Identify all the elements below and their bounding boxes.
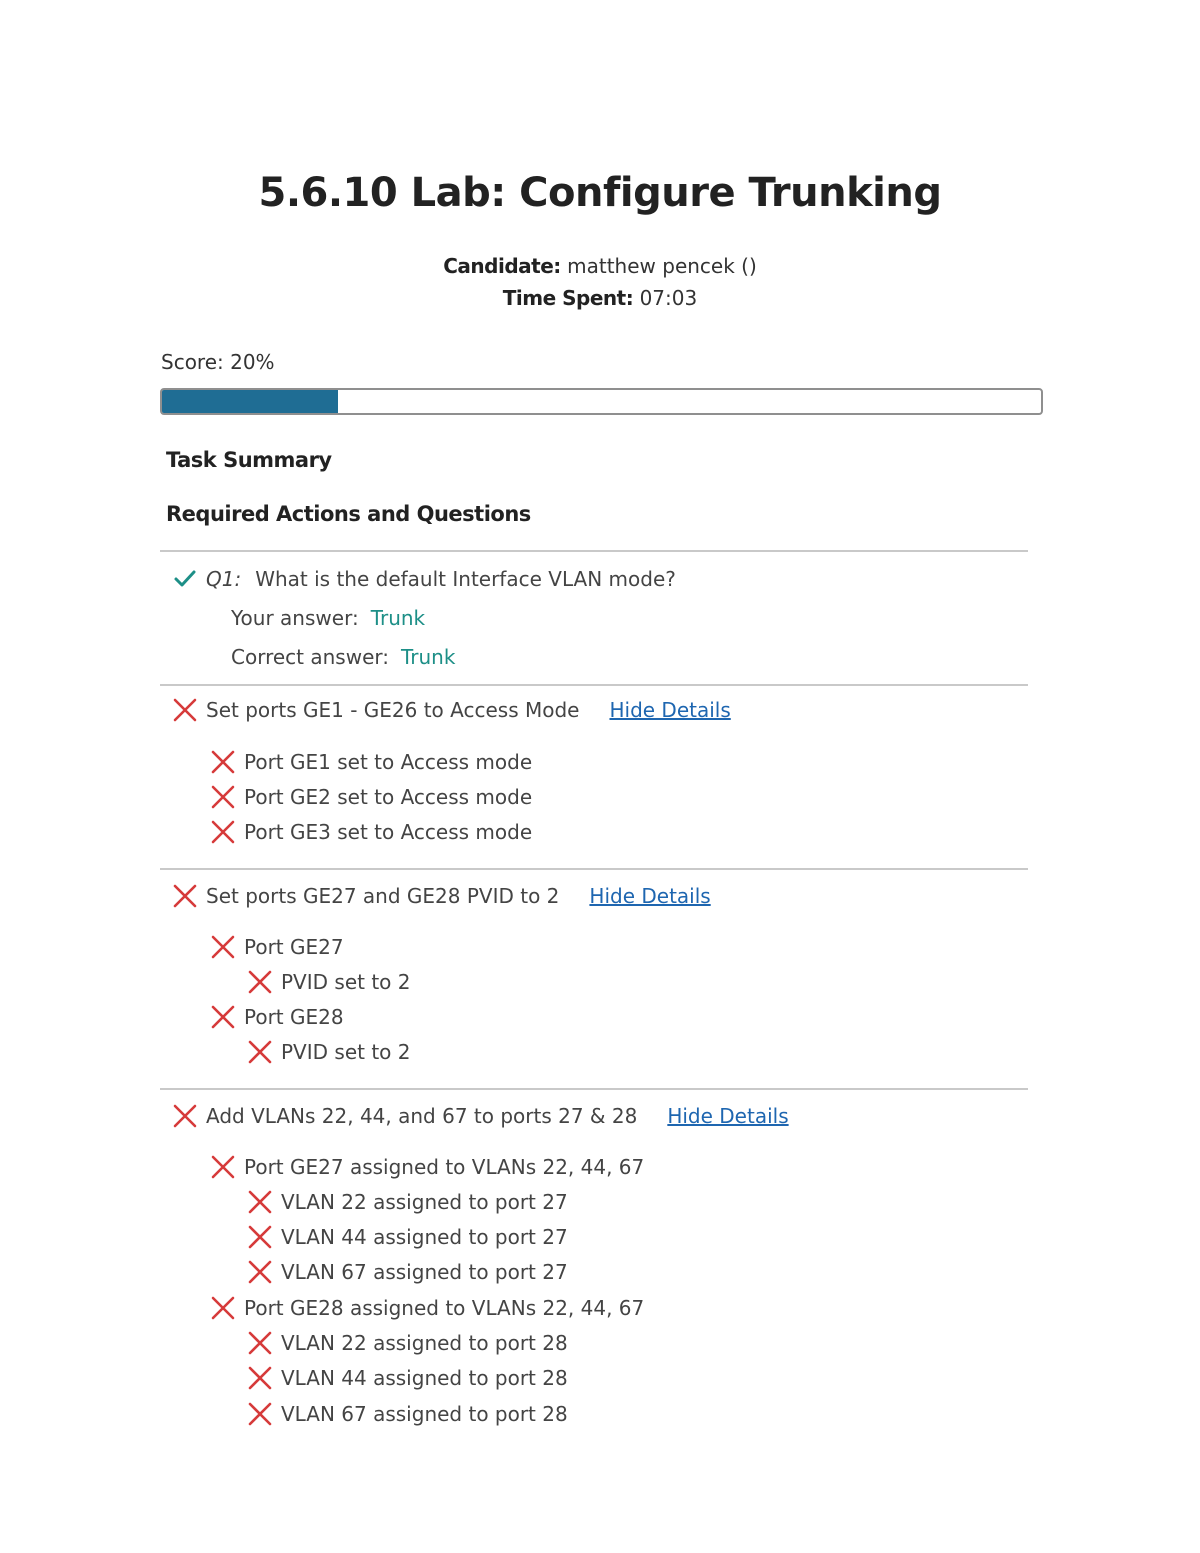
time-line bbox=[0, 286, 1200, 310]
score-progress-fill bbox=[162, 390, 338, 413]
x-icon bbox=[210, 749, 236, 775]
q1-row bbox=[172, 566, 676, 592]
list-item bbox=[247, 1224, 568, 1250]
candidate-line bbox=[0, 254, 1200, 278]
required-actions-heading: Required Actions and Questions bbox=[166, 502, 531, 526]
x-icon bbox=[172, 697, 198, 723]
divider bbox=[160, 868, 1028, 870]
x-icon bbox=[210, 1154, 236, 1180]
candidate-label: Candidate: bbox=[443, 254, 561, 278]
task2-hide-details-link[interactable]: Hide Details bbox=[589, 884, 711, 908]
task3-subitem: VLAN 44 assigned to port 28 bbox=[281, 1366, 568, 1390]
score-label: Score: 20% bbox=[161, 350, 275, 374]
task3-subitem: VLAN 22 assigned to port 27 bbox=[281, 1190, 568, 1214]
list-item bbox=[210, 784, 532, 810]
x-icon bbox=[210, 784, 236, 810]
time-label: Time Spent: bbox=[502, 286, 634, 310]
task2-title: Set ports GE27 and GE28 PVID to 2 bbox=[206, 884, 560, 908]
x-icon bbox=[172, 883, 198, 909]
divider bbox=[160, 684, 1028, 686]
task3-subitem: VLAN 67 assigned to port 28 bbox=[281, 1402, 568, 1426]
x-icon bbox=[247, 1039, 273, 1065]
q1-correct-answer bbox=[231, 645, 455, 669]
q1-label: Q1: bbox=[206, 567, 242, 591]
task3-subitem: VLAN 44 assigned to port 27 bbox=[281, 1225, 568, 1249]
task3-hide-details-link[interactable]: Hide Details bbox=[667, 1104, 789, 1128]
x-icon bbox=[247, 1401, 273, 1427]
task-summary-heading: Task Summary bbox=[166, 448, 332, 472]
x-icon bbox=[247, 1365, 273, 1391]
your-answer-value: Trunk bbox=[370, 606, 426, 630]
list-item bbox=[210, 1004, 344, 1030]
task1-title: Set ports GE1 - GE26 to Access Mode bbox=[206, 698, 580, 722]
your-answer-label: Your answer: bbox=[231, 606, 359, 630]
x-icon bbox=[247, 1189, 273, 1215]
x-icon bbox=[247, 969, 273, 995]
task2-row bbox=[172, 883, 711, 909]
list-item bbox=[247, 969, 410, 995]
task3-title: Add VLANs 22, 44, and 67 to ports 27 & 28 bbox=[206, 1104, 638, 1128]
check-icon bbox=[172, 566, 198, 592]
correct-answer-label: Correct answer: bbox=[231, 645, 389, 669]
list-item bbox=[247, 1330, 568, 1356]
x-icon bbox=[210, 934, 236, 960]
list-item bbox=[210, 1295, 644, 1321]
q1-question: What is the default Interface VLAN mode? bbox=[255, 567, 676, 591]
task1-item: Port GE3 set to Access mode bbox=[244, 820, 533, 844]
task3-item: Port GE28 assigned to VLANs 22, 44, 67 bbox=[244, 1296, 645, 1320]
task1-row bbox=[172, 697, 731, 723]
list-item bbox=[247, 1189, 568, 1215]
x-icon bbox=[247, 1259, 273, 1285]
x-icon bbox=[172, 1103, 198, 1129]
task3-subitem: VLAN 22 assigned to port 28 bbox=[281, 1331, 568, 1355]
task1-item: Port GE1 set to Access mode bbox=[244, 750, 533, 774]
x-icon bbox=[247, 1330, 273, 1356]
correct-answer-value: Trunk bbox=[400, 645, 456, 669]
list-item bbox=[210, 749, 532, 775]
divider bbox=[160, 1088, 1028, 1090]
list-item bbox=[247, 1039, 410, 1065]
list-item bbox=[210, 819, 532, 845]
x-icon bbox=[210, 1295, 236, 1321]
task2-subitem: PVID set to 2 bbox=[281, 970, 411, 994]
task2-subitem: PVID set to 2 bbox=[281, 1040, 411, 1064]
q1-your-answer bbox=[231, 606, 425, 630]
list-item bbox=[247, 1401, 568, 1427]
score-progress-bar bbox=[160, 388, 1043, 415]
task3-subitem: VLAN 67 assigned to port 27 bbox=[281, 1260, 568, 1284]
page-title: 5.6.10 Lab: Configure Trunking bbox=[258, 170, 942, 216]
x-icon bbox=[210, 1004, 236, 1030]
list-item bbox=[247, 1365, 568, 1391]
list-item bbox=[210, 934, 344, 960]
task1-hide-details-link[interactable]: Hide Details bbox=[609, 698, 731, 722]
list-item bbox=[210, 1154, 644, 1180]
task1-item: Port GE2 set to Access mode bbox=[244, 785, 533, 809]
list-item bbox=[247, 1259, 568, 1285]
x-icon bbox=[210, 819, 236, 845]
task3-item: Port GE27 assigned to VLANs 22, 44, 67 bbox=[244, 1155, 645, 1179]
task3-row bbox=[172, 1103, 789, 1129]
candidate-value: matthew pencek () bbox=[567, 254, 757, 278]
task2-item: Port GE28 bbox=[244, 1005, 344, 1029]
x-icon bbox=[247, 1224, 273, 1250]
divider bbox=[160, 550, 1028, 552]
time-value: 07:03 bbox=[639, 286, 698, 310]
task2-item: Port GE27 bbox=[244, 935, 344, 959]
